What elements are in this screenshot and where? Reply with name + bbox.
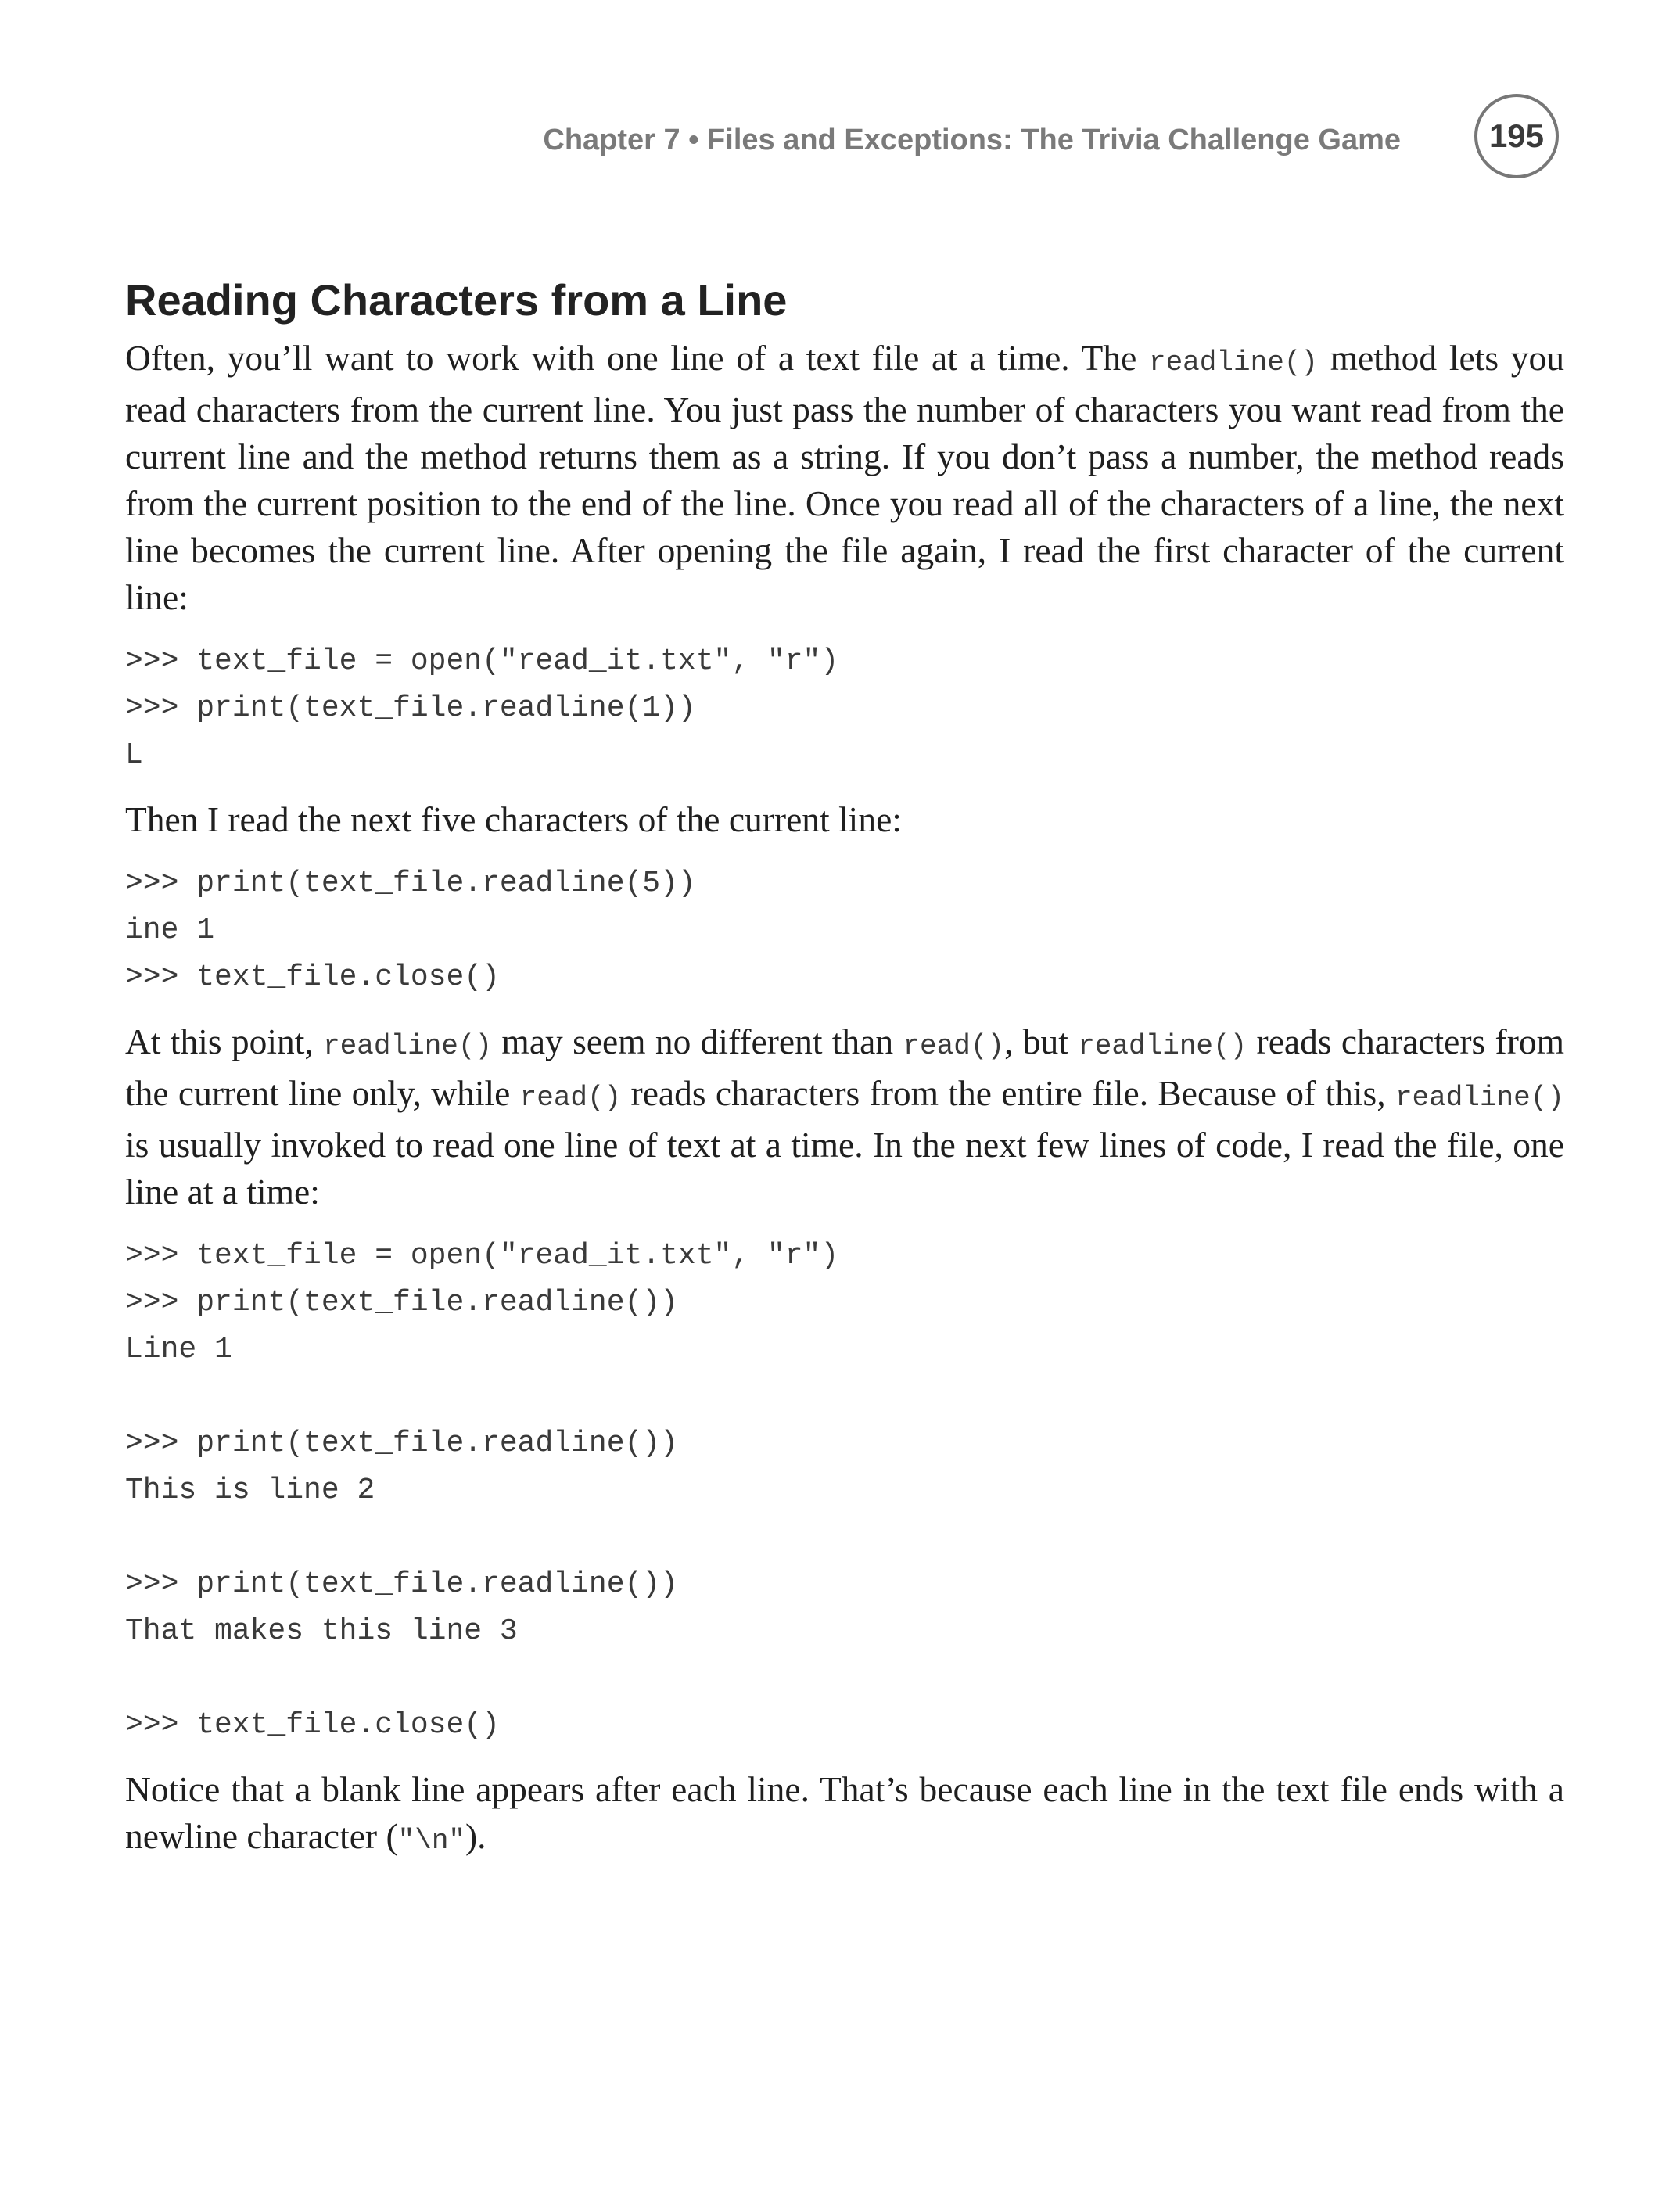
inline-code: readline() — [1395, 1082, 1564, 1114]
text-run: Notice that a blank line appears after each line. That’s because each line in the text file ends with a newline character ( — [125, 1769, 1564, 1856]
text-run: method lets you read characters from the current line. You just pass the number of characters you want read from the current line and the method returns them as a string. If you don’t pass a number, the method reads from the current position to the end of the line. Once you read all of the characters of a line, the next line becomes the current line. After opening the file again, I read the first character of the current line: — [125, 338, 1564, 617]
page-content — [125, 274, 1564, 1865]
text-run: , but — [1004, 1021, 1079, 1061]
paragraph-intro — [125, 335, 1564, 621]
running-head: Chapter 7 • Files and Exceptions: The Trivia Challenge Game — [543, 124, 1401, 156]
inline-code: readline() — [323, 1030, 493, 1062]
inline-code: "\n" — [397, 1825, 466, 1857]
text-run: reads characters from the current line only, while — [125, 1021, 1564, 1113]
paragraph-next-five: Then I read the next five characters of the current line: — [125, 799, 902, 839]
paragraph-comparison — [125, 1018, 1564, 1215]
text-run: At this point, — [125, 1021, 324, 1061]
text-run: ). — [465, 1816, 486, 1856]
text-run: is usually invoked to read one line of text at a time. In the next few lines of code, I read the file, one line at a time: — [125, 1125, 1564, 1212]
code-block-1: >>> text_file = open("read_it.txt", "r") >>> print(text_file.readline(1)) L — [125, 644, 839, 772]
text-run: reads characters from the entire file. Because of this, — [621, 1073, 1395, 1113]
inline-code: readline() — [1148, 346, 1319, 379]
inline-code: readline() — [1078, 1030, 1247, 1062]
code-block-3: >>> text_file = open("read_it.txt", "r") >>> print(text_file.readline()) Line 1 >>> print(text_file.readline()) This is line 2 >>> print(text_file.readline()) That makes this line 3 >>> text_file.close() — [125, 1239, 839, 1742]
text-run: Often, you’ll want to work with one line of a text file at a time. The — [125, 338, 1149, 378]
paragraph-blank-line-note — [125, 1766, 1564, 1865]
text-run: may seem no different than — [492, 1021, 903, 1061]
section-title: Reading Characters from a Line — [125, 275, 788, 325]
inline-code: read() — [903, 1030, 1005, 1062]
page-header — [0, 92, 1680, 186]
inline-code: read() — [519, 1082, 622, 1114]
code-block-2: >>> print(text_file.readline(5)) ine 1 >>> text_file.close() — [125, 867, 696, 994]
page-number: 195 — [1474, 94, 1559, 178]
